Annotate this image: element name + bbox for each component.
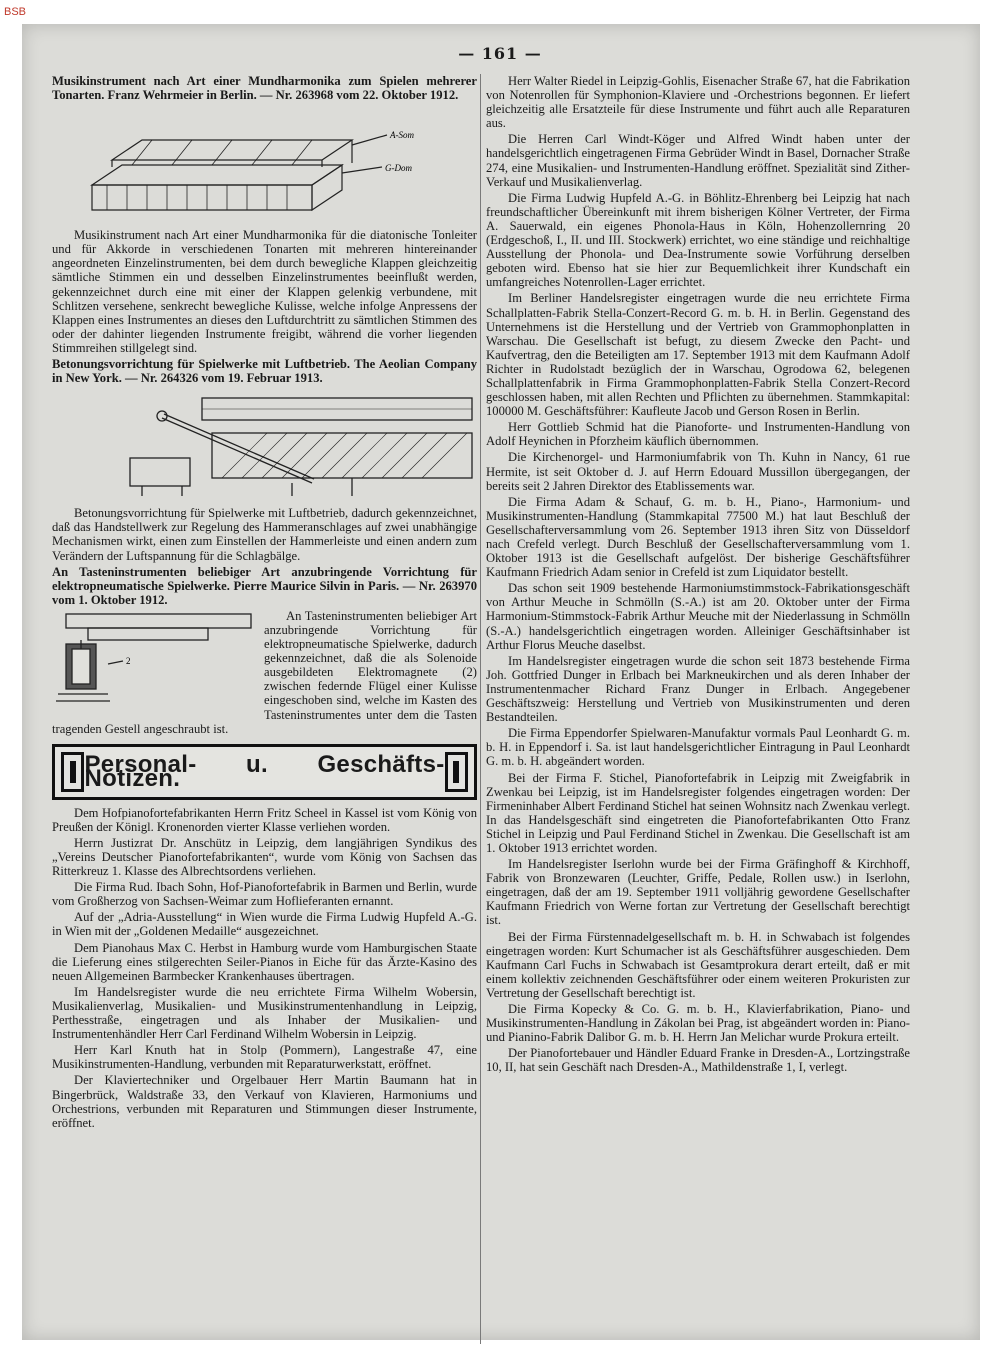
notice: Auf der „Adria-Ausstellung“ in Wien wurde die Firma Ludwig Hupfeld A.-G. in Wien mit der „Goldenen Medaille“ ausgezeichnet. — [52, 910, 477, 939]
notice: Die Firma Rud. Ibach Sohn, Hof-Pianofortefabrik in Barmen und Berlin, wurde vom Großherzog von Sachsen-Weimar zum Hoflieferanten ernannt. — [52, 880, 477, 909]
patent-body: Musikinstrument nach Art einer Mundharmonika für die diatonische Tonleiter und für Akkorde in verschiedenen Tonarten mit mehreren hintereinander angeordneten Einzelinstrumenten, bei dem durch bewegliche Klappen gleichzeitig sämtliche Stimmen ein und desselben Einzelinstrumentes beeinflußt werden, gekennzeichnet durch eine mit einer der Klappen gelenkig verbundene, mit Schlitzen versehene, senkrecht bewegliche Kulisse, welche infolge Anpressens der Klappen eines Instrumentes an dieses den Luftdurchtritt zu sämtlichen Stimmen des oder der dahinter liegenden Instrumente freigibt, während die vorher liegenden Stimmreihen stillgelegt sind. — [52, 228, 477, 355]
harmonica-figure — [52, 105, 477, 225]
notice: Die Firma Adam & Schauf, G. m. b. H., Piano-, Harmonium- und Musikinstrumenten-Handlung (Stammkapital 77500 M.) hat laut Beschluß der Gesellschafterversammlung vom 26. September 1913 ihren Sitz von Düsseldorf nach Crefeld verlegt. Durch Beschluß der Gesellschafterversammlung vom 1. Oktober 1913 ist die Gesellschaft aufgelöst. Der bisherige Geschäftsführer Kaufmann Friedrich Adam senior in Crefeld ist zum Liquidator bestellt. — [486, 494, 910, 580]
figure-label: G-Dom — [385, 163, 412, 174]
patent-heading: Betonungsvorrichtung für Spielwerke mit Luftbetrieb. The Aeolian Company in New York. — Nr. 264326 vom 19. Februar 1913. — [52, 357, 477, 386]
notice: Die Firma Ludwig Hupfeld A.-G. in Böhlitz-Ehrenberg bei Leipzig hat nach freundschaftlicher Übereinkunft mit ihrem bisherigen Kölner Vertreter, der Firma A. Sauerwald, ein eigenes Phonola-Haus in Köln, Hohenzollernring 20 (Erdgeschoß, I., II. und III. Stockwerk) errichtet, wo eine ständige und reichhaltige Ausstellung der Phonola- und Dea-Instrumente sowie Vorführung derselben geboten wird. Ebenso hat sie hier zur Bequemlichkeit ihrer Kundschaft ein umfangreiches Notenrollen-Lager errichtet. — [486, 190, 910, 290]
figure-label: A-Som — [390, 130, 414, 141]
notice: Herrn Justizrat Dr. Anschütz in Leipzig, dem langjährigen Syndikus des „Vereins Deutscher Pianofortefabrikanten“, wurde vom König von Sachsen das Ritterkreuz 1. Klasse des Albrechtsordens verliehen. — [52, 835, 477, 879]
page-number: — 161 — — [458, 44, 542, 63]
notice: Dem Pianohaus Max C. Herbst in Hamburg wurde vom Hamburgischen Staate die Lieferung eines stilgerechten Seiler-Pianos in Eiche für das Ärzte-Kasino des neuen Allgemeinen Barmbecker Krankenhauses übertragen. — [52, 940, 477, 983]
notice: Die Herren Carl Windt-Köger und Alfred Windt haben unter der handelsgerichtlich eingetragenen Firma Gebrüder Windt in Basel, Dornacher Straße 274, eine Musikalien- und Instrumenten-Handlung eröffnet. Spezialität sind Zither-Verkauf und Musikalienverlag. — [486, 132, 910, 189]
notice: Im Handelsregister Iserlohn wurde bei der Firma Gräfinghoff & Kirchhoff, Fabrik von Bronzewaren (Leuchter, Griffe, Pedale, Rollen usw.) in Iserlohn, eingetragen, daß der am 19. September 1911 volljährig gewordene Gesellschafter Kaufmann Friedrich von Werne fortan zur Vertretung der Gesellschaft berechtigt ist. — [486, 857, 910, 928]
notice: Das schon seit 1909 bestehende Harmoniumstimmstock-Fabrikationsgeschäft von Arthur Meuche in Schmölln (S.-A.) ist am 20. Oktober unter der Firma Harmonium-Stimmstock-Fabrik Arthur Meuche mit der Niederlassung in Schmölln (S.-A.) handelsgerichtlich eingetragen worden. Alleiniger Geschäftsinhaber ist Arthur Florus Meuche daselbst. — [486, 581, 910, 652]
notice: Herr Walter Riedel in Leipzig-Gohlis, Eisenacher Straße 67, hat die Fabrikation von Notenrollen für Symphonion-Klaviere und -Orchestrions begonnen. Er liefert gleichzeitig alle Ersatzteile für diese Instrumente und führt auch alle Reparaturen aus. — [486, 74, 910, 131]
section-title: Personal- u. Geschäfts-Notizen. — [84, 750, 445, 792]
right-column — [486, 74, 910, 1076]
patent-body: Betonungsvorrichtung für Spielwerke mit Luftbetrieb, dadurch gekennzeichnet, daß das Handstellwerk zur Regelung des Hammeranschlages auf zwei unabhängige Mechanismen wirkt, einen zum Einstellen der Hammerleiste und einen andern zum Verändern der Luftspannung für die Schlagbälge. — [52, 506, 477, 563]
banner-ornament-right — [445, 752, 468, 792]
notice: Bei der Firma Fürstennadelgesellschaft m. b. H. in Schwabach ist folgendes eingetragen worden: Kurt Schumacher ist als Geschäftsführer ausgeschieden. Dem Kaufmann Carl Fuchs in Schwabach ist Gesamtprokura derart erteilt, daß er mit einem kollektiv zeichnenden Geschäftsführer oder einem weiteren Prokuristen zur Vertretung der Gesellschaft berechtigt ist. — [486, 929, 910, 1000]
library-stamp: BSB — [4, 6, 27, 18]
section-banner — [52, 744, 477, 800]
patent-body: An Tasteninstrumenten beliebiger Art anzubringende Vorrichtung für elektropneumatische Spielwerke, dadurch gekennzeichnet, daß die als Solenoide ausgebildeten Elektromagnete (2) zwischen federnde Flügel einer Kulisse eingeschoben sind, welche im Kasten des Tasteninstrumentes unter dem die Tasten tragenden Gestell angeschraubt ist. — [52, 608, 477, 736]
patent-heading: Musikinstrument nach Art einer Mundharmonika zum Spielen mehrerer Tonarten. Franz Wehrmeier in Berlin. — Nr. 263968 vom 22. Oktober 1912. — [52, 74, 477, 103]
notice: Im Berliner Handelsregister eingetragen wurde die neu errichtete Firma Schallplatten-Fabrik Stella-Conzert-Record G. m. b. H. in Berlin. Gegenstand des Unternehmens ist die Herstellung und der Vertrieb von Grammophonplatten in Warschau. Die Gesellschaft ist befugt, zu diesem Zwecke den Pacht- und Kaufvertrag, den die Beteiligten am 17. September 1913 mit dem Kaufmann Adolf Richter in Rudolstadt bezüglich der in Warschau, Ogrodowa 62, belegenen Schallplattenfabrik in Firma Grammophonplatten-Fabrik Stella Conzert-Record geschlossen haben, mit allen Rechten und Pflichten zu übernehmen. Stammkapital: 100000 M. Geschäftsführer: Kaufleute Jacob und Gerson Rosen in Berlin. — [486, 291, 910, 419]
notice: Dem Hofpianofortefabrikanten Herrn Fritz Scheel in Kassel ist vom König von Preußen der Königl. Kronenorden vierter Klasse verliehen worden. — [52, 805, 477, 834]
notice: Die Kirchenorgel- und Harmoniumfabrik von Th. Kuhn in Nancy, 61 rue Hermite, ist seit Oktober d. J. auf Herrn Edouard Mussillon übergegangen, der bereits seit 2 Jahren Direktor des Etablissements war. — [486, 450, 910, 493]
notice: Herr Karl Knuth hat in Stolp (Pommern), Langestraße 47, eine Musikinstrumenten-Handlung, verbunden mit Reparaturwerkstatt, eröffnet. — [52, 1043, 477, 1072]
piano-mechanism-figure — [52, 388, 477, 503]
notice: Im Handelsregister eingetragen wurde die schon seit 1873 bestehende Firma Joh. Gottfried Dunger in Erlbach bei Markneukirchen und als deren Inhaber der Instrumentenmacher Richard Franz Dunger in Erlbach. Angegebener Geschäftszweig: Herstellung und Vertrieb von Musikinstrumenten und deren Bestandteilen. — [486, 653, 910, 725]
notice: Herr Gottlieb Schmid hat die Pianoforte- und Instrumenten-Handlung von Adolf Heynichen in Pforzheim käuflich übernommen. — [486, 420, 910, 449]
column-divider — [480, 74, 481, 1344]
left-column — [52, 74, 477, 1132]
notice: Im Handelsregister wurde die neu errichtete Firma Wilhelm Wobersin, Musikalienverlag, Musikalien- und Musikinstrumentenhandlung in Leipzig, Perthesstraße, eingetragen und als Inhaber der Musikalien- und Instrumentenhändler Herr Carl Ferdinand Wilhelm Wobersin in Leipzig. — [52, 984, 477, 1042]
notice: Der Klaviertechniker und Orgelbauer Herr Martin Baumann hat in Bingerbrück, Waldstraße 33, den Verkauf von Klavieren, Harmoniums und Orchestrions, verbunden mit Reparaturen und Stimmungen dieser Instrumente, eröffnet. — [52, 1073, 477, 1130]
banner-ornament-left — [61, 752, 84, 792]
patent-heading: An Tasteninstrumenten beliebiger Art anzubringende Vorrichtung für elektropneumatische Spielwerke. Pierre Maurice Silvin in Paris. — Nr. 263970 vom 1. Oktober 1912. — [52, 564, 477, 607]
notice: Der Pianofortebauer und Händler Eduard Franke in Dresden-A., Lortzingstraße 10, II, hat sein Geschäft nach Dresden-A., Mathildenstraße 1, I, verlegt. — [486, 1046, 910, 1075]
figure-label: 2 — [126, 655, 131, 666]
solenoid-figure — [48, 609, 258, 712]
notice: Die Firma Kopecky & Co. G. m. b. H., Klavierfabrikation, Piano- und Musikinstrumenten-Handlung in Zákolan bei Prag, ist abgeändert worden in: Piano- und Pianino-Fabrik Dalibor G. m. b. H. Herrn Jan Melichar wurde Prokura erteilt. — [486, 1002, 910, 1045]
notice: Bei der Firma F. Stichel, Pianofortefabrik in Leipzig mit Zweigfabrik in Zwenkau bei Leipzig, ist im Handelsregister folgendes eingetragen worden: Der Firmeninhaber Albert Ferdinand Stichel hat seinen Wohnsitz nach Zwenkau verlegt. In das Handelsgeschäft sind eingetreten die Pianofortefabrikanten Otto Franz Stichel in Leipzig und Paul Ferdinand Stichel in Zwenkau. Die Gesellschaft ist am 1. Oktober 1913 errichtet worden. — [486, 770, 910, 855]
notice: Die Firma Eppendorfer Spielwaren-Manufaktur vormals Paul Leonhardt G. m. b. H. in Eppendorf i. Sa. ist laut handelsgerichtlicher Eintragung in Paul Leonhardt G. m. b. H. abgeändert worden. — [486, 726, 910, 769]
